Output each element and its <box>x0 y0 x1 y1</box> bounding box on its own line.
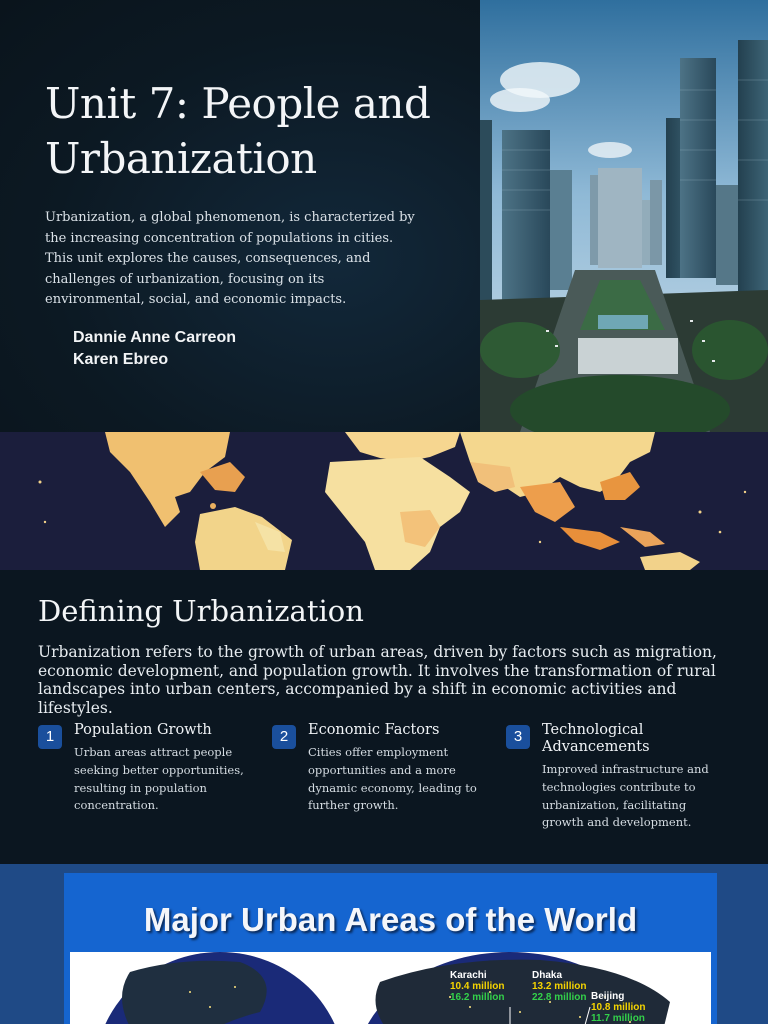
point-title: Population Growth <box>74 722 212 738</box>
number-badge: 1 <box>38 725 62 749</box>
definition-text: Urbanization refers to the growth of urban areas, driven by factors such as migration, economic development, and population growth. It involves the transformation of rural landscapes into urban centers, accompanied by a shift in economic activities and lifestyles. <box>38 643 717 717</box>
title-panel <box>0 0 480 432</box>
point-text: Improved infrastructure and technologies contribute to urbanization, facilitating growth and development. <box>542 762 709 830</box>
point-text: Urban areas attract people seeking better opportunities, resulting in population concentration. <box>74 745 244 813</box>
number-badge: 3 <box>506 725 530 749</box>
point-text: Cities offer employment opportunities and a more dynamic economy, leading to further growth. <box>308 745 477 813</box>
city-label-beijing: Beijing 10.8 million 11.7 million <box>591 991 646 1024</box>
urban-areas-poster <box>64 873 717 1024</box>
author-name: Dannie Anne Carreon <box>73 329 236 346</box>
city-label-karachi: Karachi 10.4 million 16.2 million <box>450 970 505 1003</box>
globe-map-image <box>70 952 711 1024</box>
world-map-image <box>0 432 768 570</box>
point-title: Technological Advancements <box>542 722 650 755</box>
urban-areas-slide <box>0 864 768 1024</box>
title-slide <box>0 0 768 432</box>
author-list <box>73 327 236 371</box>
poster-title: Major Urban Areas of the World <box>143 901 638 938</box>
number-badge: 2 <box>272 725 296 749</box>
section-heading: Defining Urbanization <box>38 594 364 628</box>
author-name: Karen Ebreo <box>73 351 169 368</box>
intro-text: Urbanization, a global phenomenon, is characterized by the increasing concentration of populations in cities. This unit explores the causes, consequences, and challenges of urbanization, focusing on its environmental, social, and economic impacts. <box>45 210 415 308</box>
city-skyline-image <box>480 0 768 432</box>
city-label-dhaka: Dhaka 13.2 million 22.8 million <box>532 970 587 1003</box>
definition-slide <box>0 432 768 864</box>
point-title: Economic Factors <box>308 722 440 738</box>
slide-title: Unit 7: People and Urbanization <box>45 79 431 183</box>
